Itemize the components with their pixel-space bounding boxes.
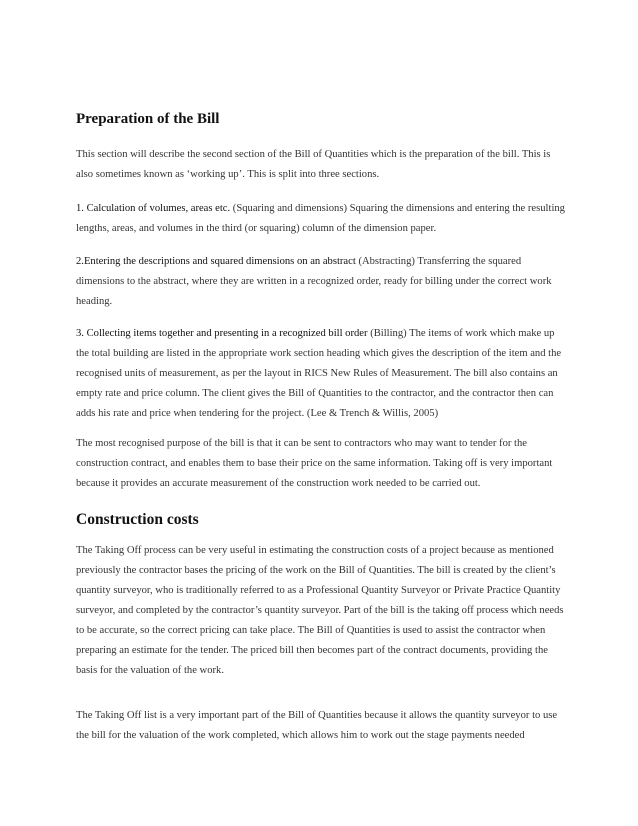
item-billing-text: (Billing) The items of work which make up the total building are listed in the appropriate work section heading which gives the description of the item and the recognised units of measurement, as per the layout in RICS New Rules of Measurement. The bill also contains an empty rate and price column. The client gives the Bill of Quantities to the contractor, and the contractor then can adds his rate and price when tendering for the project. (Lee & Trench & Willis, 2005) bbox=[76, 328, 562, 419]
item-calculation-paragraph bbox=[76, 199, 568, 239]
section-title-preparation: Preparation of the Bill bbox=[76, 111, 220, 127]
item-calculation-lead: 1. Calculation of volumes, areas etc. bbox=[76, 203, 231, 214]
item-abstracting-lead: 2.Entering the descriptions and squared dimensions on an abstract bbox=[76, 256, 356, 267]
item-billing-paragraph bbox=[76, 324, 568, 424]
purpose-paragraph: The most recognised purpose of the bill is that it can be sent to contractors who may want to tender for the construction contract, and enables them to base their price on the same information. Taking off is very important because it provides an accurate measurement of the construction work needed to be carried out. bbox=[76, 438, 553, 489]
intro-paragraph: This section will describe the second section of the Bill of Quantities which is the preparation of the bill. This is also sometimes known as ‘working up’. This is split into three sections. bbox=[76, 149, 551, 180]
taking-off-paragraph: The Taking Off list is a very important part of the Bill of Quantities because it allows the quantity surveyor to use the bill for the valuation of the work completed, which allows him to work out the stage payments needed bbox=[76, 710, 558, 741]
section-title-construction-costs: Construction costs bbox=[76, 511, 199, 528]
item-abstracting-text: (Abstracting) Transferring the squared dimensions to the abstract, where they are written in a recognized order, ready for billing under the correct work heading. bbox=[76, 256, 552, 307]
item-abstracting-paragraph bbox=[76, 252, 568, 312]
construction-costs-paragraph: The Taking Off process can be very useful in estimating the construction costs of a project because as mentioned previously the contractor bases the pricing of the work on the Bill of Quantities. The bill is created by the client’s quantity surveyor, who is traditionally referred to as a Professional Quantity Surveyor or Private Practice Quantity surveyor, and completed by the contractor’s quantity surveyor. Part of the bill is the taking off process which needs to be accurate, so the correct pricing can take place. The Bill of Quantities is used to assist the contractor when preparing an estimate for the tender. The priced bill then becomes part of the contract documents, providing the basis for the valuation of the work. bbox=[76, 545, 564, 676]
item-billing-lead: 3. Collecting items together and presenting in a recognized bill order bbox=[76, 328, 368, 339]
item-calculation-text: (Squaring and dimensions) Squaring the dimensions and entering the resulting lengths, areas, and volumes in the third (or squaring) column of the dimension paper. bbox=[76, 203, 565, 234]
